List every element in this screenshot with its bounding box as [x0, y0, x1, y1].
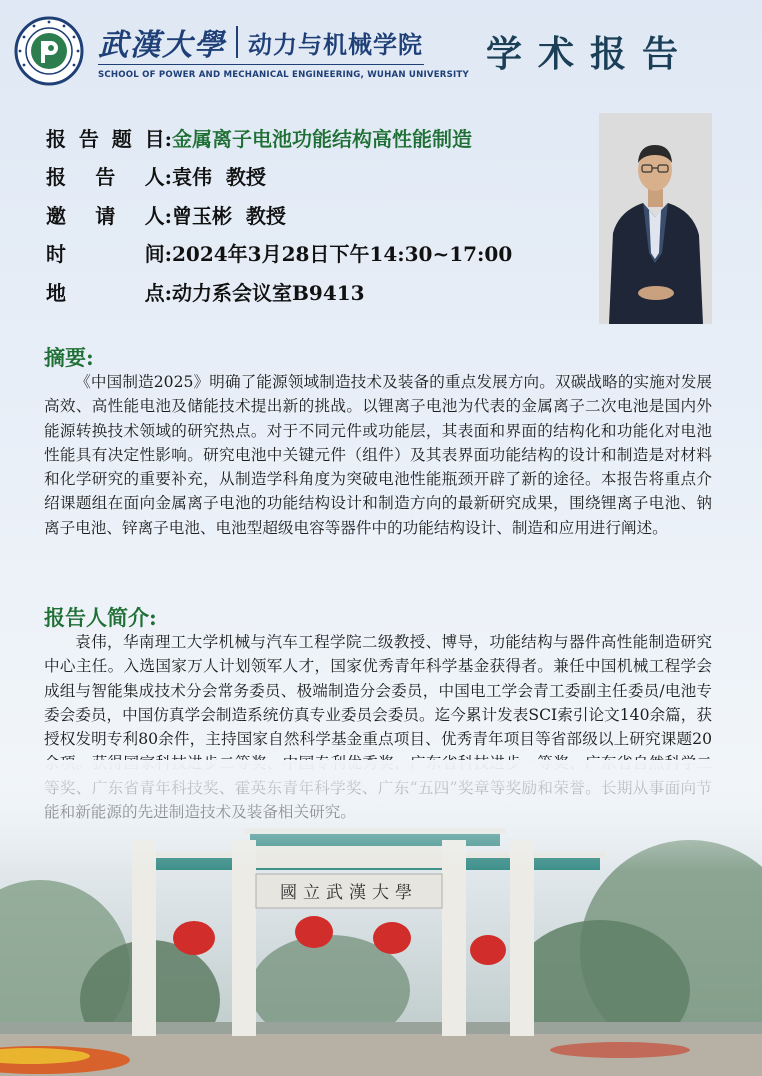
info-label: 报 告 题 目: [46, 126, 172, 151]
school-name-en: SCHOOL OF POWER AND MECHANICAL ENGINEERING, WUHAN UNIVERSITY [98, 70, 469, 80]
info-label: 地 点: [46, 280, 172, 305]
school-name: 动力与机械学院 [248, 30, 423, 59]
info-label: 时 间: [46, 242, 172, 267]
brand-underline [98, 64, 424, 65]
info-label: 邀 请 人: [46, 203, 172, 228]
info-row-speaker [46, 157, 586, 196]
info-row-venue [46, 272, 586, 311]
talk-time: 2024年3月28日下午14:30~17:00 [172, 242, 513, 267]
abstract-heading: 摘要: [44, 345, 94, 370]
bio-text: 袁伟，华南理工大学机械与汽车工程学院二级教授、博导，功能结构与器件高性能制造研究中心主任。入选国家万人计划领军人才，国家优秀青年科学基金获得者。兼任中国机械工程学会成组与智能集成技术分会常务委员、极端制造分会委员，中国电工学会青工委副主任委员/电池专委会委员，中国仿真学会制造系统仿真专业委员会委员。迄今累计发表SCI索引论文140余篇，获授权发明专利80余件，主持国家自然科学基金重点项目、优秀青年项目等省部级以上研究课题20 [44, 633, 712, 749]
host-name: 曾玉彬 教授 [172, 203, 286, 228]
info-row-time [46, 234, 586, 273]
brand-title [98, 22, 423, 62]
talk-info [46, 118, 586, 311]
school-logo-icon [14, 16, 84, 86]
speaker-photo [599, 113, 712, 324]
campus-gate-illustration [0, 760, 762, 1076]
bio-heading: 报告人简介: [44, 605, 157, 630]
talk-venue: 动力系会议室B9413 [172, 280, 365, 305]
abstract-text: 《中国制造2025》明确了能源领域制造技术及装备的重点发展方向。双碳战略的实施对发展高效、高性能电池及储能技术提出新的挑战。以锂离子电池为代表的金属离子二次电池是国内外能源转换技术领域的研究热点。对于不同元件或功能层，其表面和界面的结构化和功能化对电池性能具有决定性影响。研究电池中关键元件（组件）及其表界面功能结构的设计和制造是对材料和化学研究的重要补充，从制造学科角度为突破电池性能瓶颈开辟了新的途径。本报告将重点介绍课题组在面向金属离子电池的功能结构设计和制造方向的最新研究成果，围绕锂离子电池、钠离子电池、锌离子电池、电池型超级电容等器件中的功能结构设计、制造和应用进行阐述。 [44, 373, 712, 537]
talk-topic: 金属离子电池功能结构高性能制造 [172, 126, 472, 151]
brand-divider [236, 26, 238, 58]
university-name: 武漢大學 [98, 28, 226, 63]
info-row-topic [46, 118, 586, 157]
speaker-name: 袁伟 教授 [172, 165, 266, 190]
info-label: 报 告 人: [46, 165, 172, 190]
info-row-host [46, 195, 586, 234]
poster-heading: 学术报告 [486, 33, 695, 75]
